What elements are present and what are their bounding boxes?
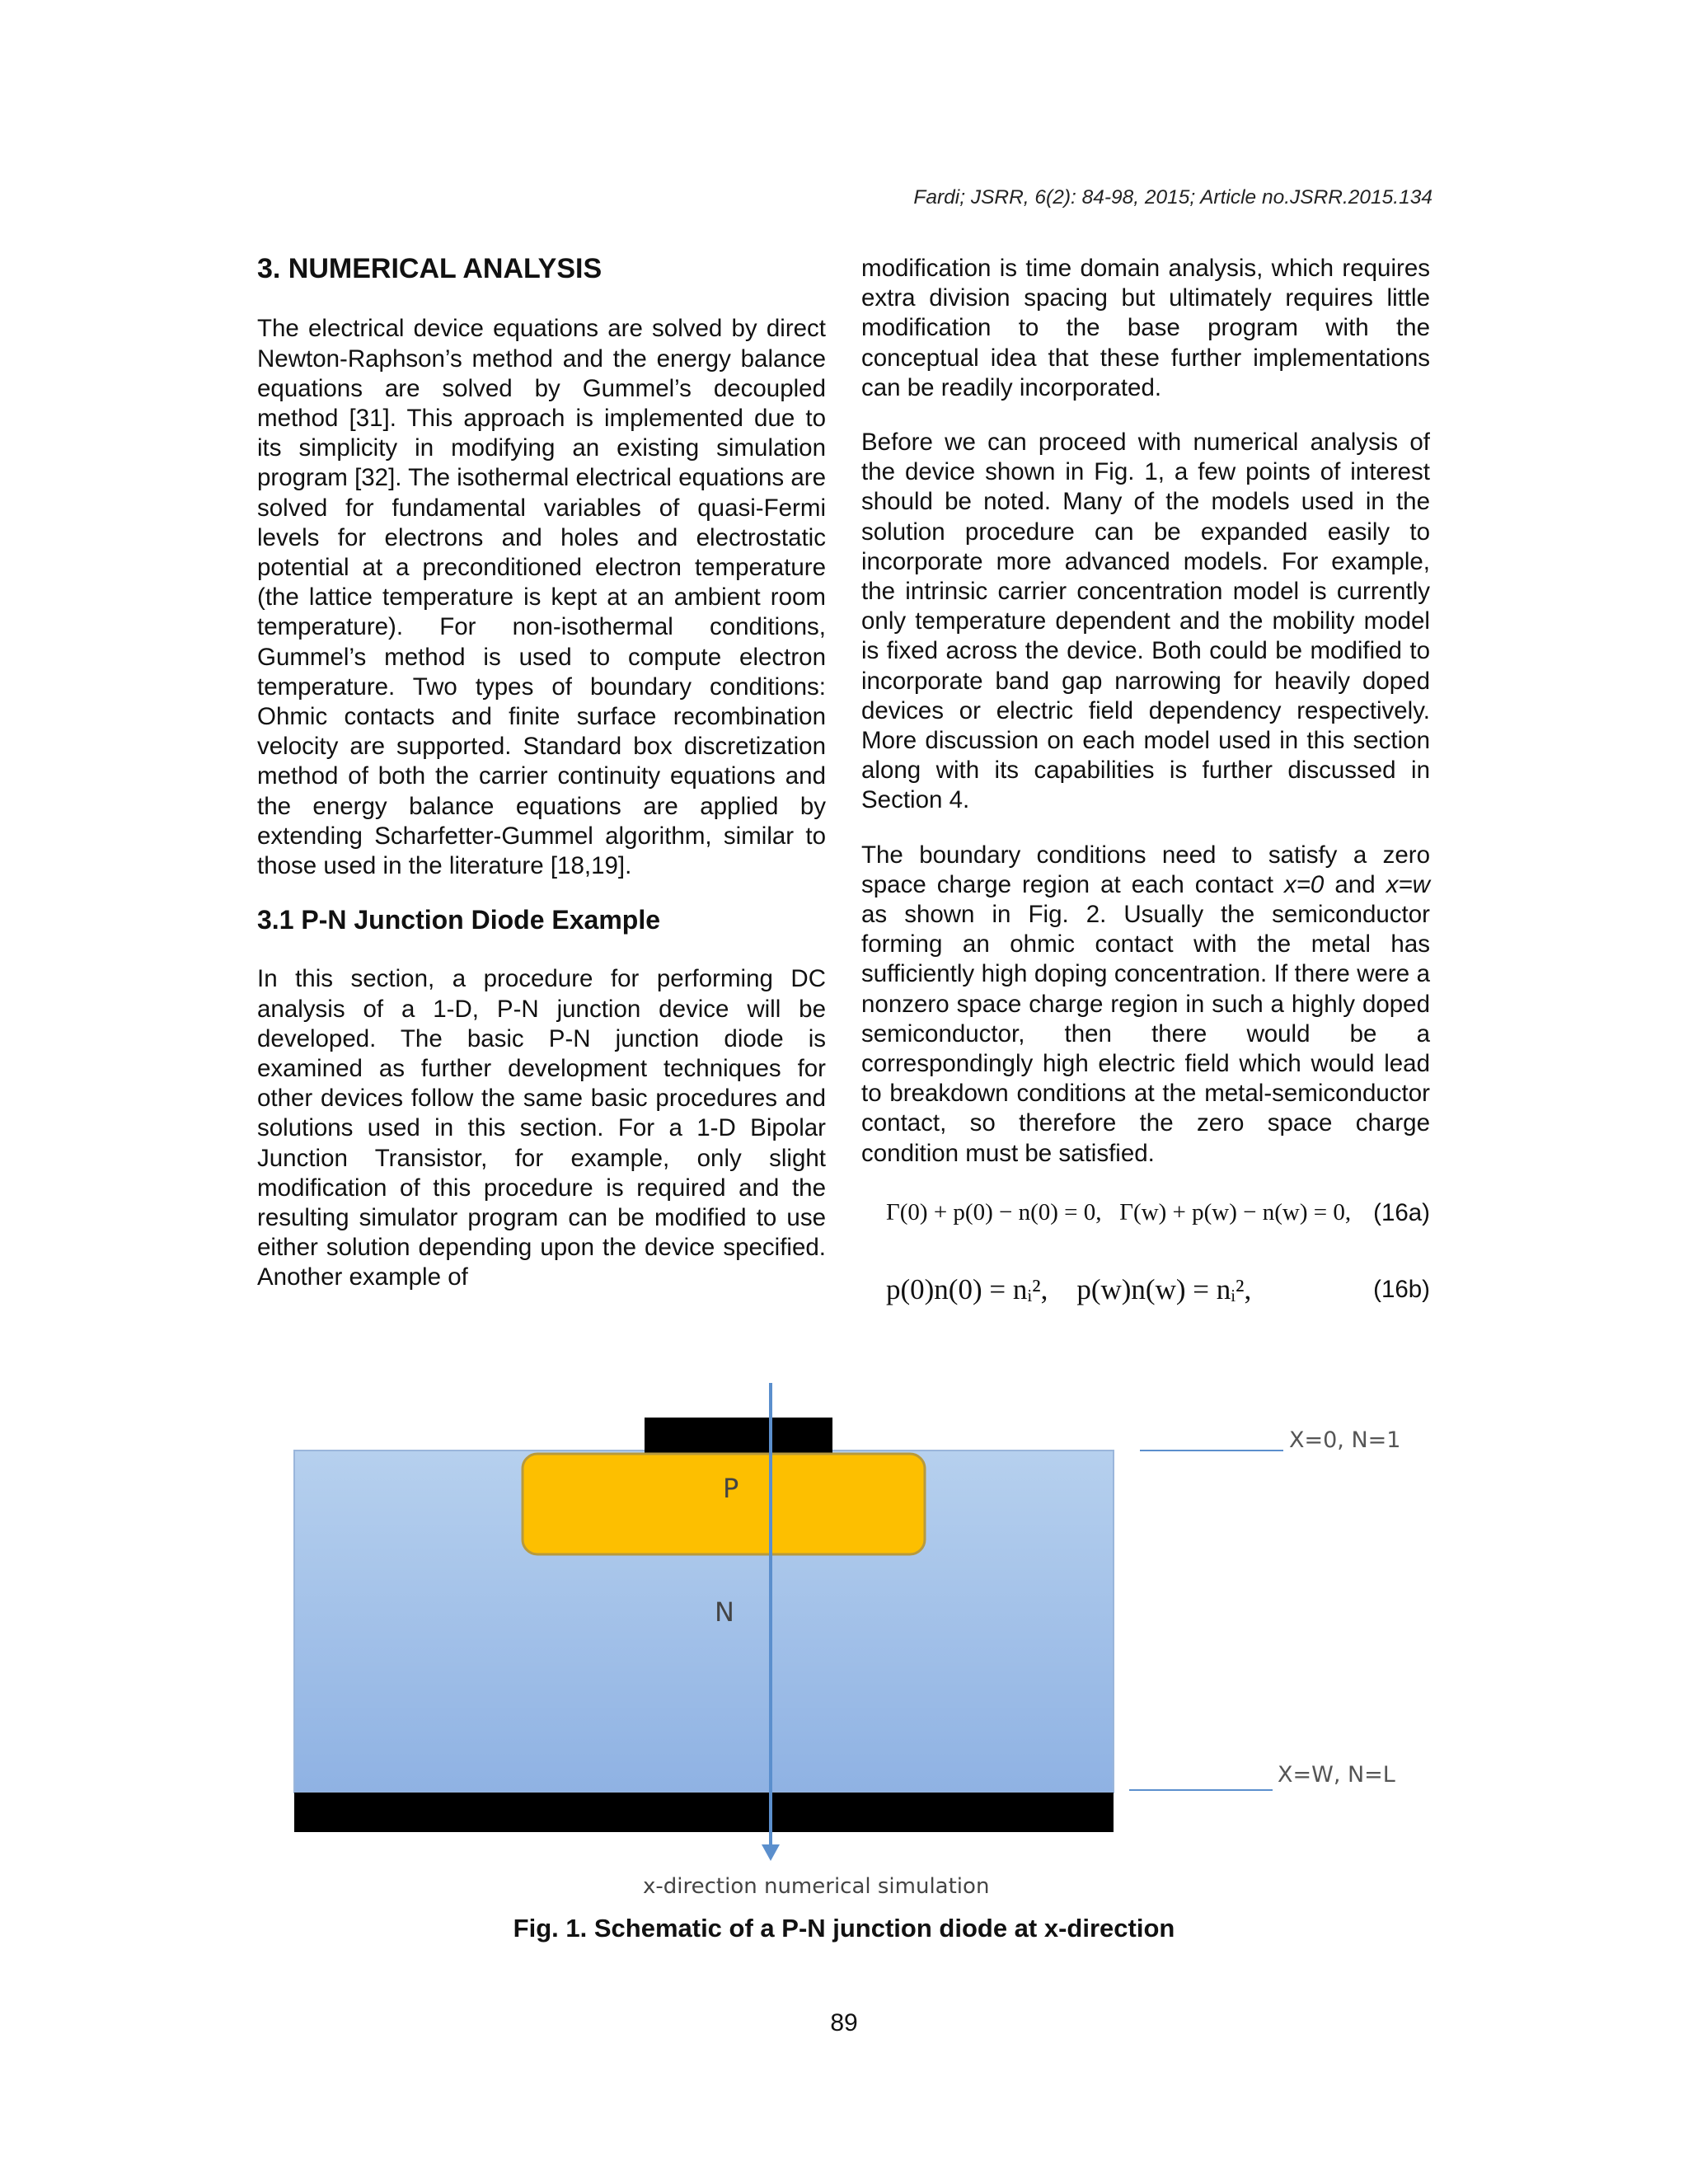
rp3-xw: x=w	[1386, 870, 1430, 898]
right-paragraph-1: modification is time domain analysis, which requires extra division spacing but ultimately requires little modification to the base program with the conceptual idea that these further implementations can be readily incorporated.	[861, 255, 1430, 401]
pn-junction-diagram	[288, 1368, 1434, 1896]
equation-16a-number: (16a)	[1373, 1198, 1430, 1226]
right-paragraph-2: Before we can proceed with numerical analysis of the device shown in Fig. 1, a few points of interest should be noted. Many of the models used in the solution procedure can be expanded easily to incorporate more advanced models. For example, the intrinsic carrier concentration model is currently only temperature dependent and the mobility model is fixed across the device. Both could be modified to incorporate band gap narrowing for heavily doped devices or electric field dependency respectively. More discussion on each model used in this section along with its capabilities is further discussed in Section 4.	[861, 429, 1430, 814]
equation-16b-expression: p(0)n(0) = nᵢ², p(w)n(w) = nᵢ²,	[886, 1272, 1252, 1305]
n-label: N	[715, 1596, 734, 1628]
equation-16b-number: (16b)	[1373, 1275, 1430, 1303]
subsection-heading: 3.1 P-N Junction Diode Example	[257, 905, 660, 935]
p-region	[523, 1454, 925, 1554]
left-paragraph-1: The electrical device equations are solved by direct Newton-Raphson’s method and the energy balance equations are solved by Gummel’s decoupled method [31]. This approach is implemented due to its simplicity in modifying an existing simulation program [32]. The isothermal electrical equations are solved for fundamental variables of quasi-Fermi levels for electrons and holes and electrostatic potential at a preconditioned electron temperature (the lattice temperature is kept at an ambient room temperature). For non-isothermal conditions, Gummel’s method is used to compute electron temperature. Two types of boundary conditions: Ohmic contacts and finite surface recombination velocity are supported. Standard box discretization method of both the carrier continuity equations and the energy balance equations are applied by extending Scharfetter-Gummel algorithm, similar to those used in the literature [18,19].	[257, 315, 826, 880]
right-column	[861, 254, 1430, 1310]
top-boundary-label: X=0, N=1	[1289, 1427, 1401, 1453]
equation-16b	[861, 1269, 1430, 1310]
rp3-text-2: as shown in Fig. 2. Usually the semiconductor forming an ohmic contact with the metal has sufficiently high doping concentration. If there were a nonzero space charge region in such a highly doped semiconductor, then there would be a correspondingly high electric field which would lead to breakdown conditions at the metal-semiconductor contact, so therefore the zero space charge condition must be satisfied.	[861, 901, 1430, 1167]
rp3-x0: x=0	[1283, 870, 1325, 898]
arrow-head-icon	[762, 1844, 780, 1861]
p-label: P	[723, 1473, 739, 1504]
bottom-boundary-label: X=W, N=L	[1278, 1762, 1395, 1788]
left-column	[257, 254, 826, 1293]
left-paragraph-2: In this section, a procedure for performing DC analysis of a 1-D, P-N junction device will be developed. The basic P-N junction diode is examined as further development techniques for other devices follow the same basic procedures and solutions used in this section. For a 1-D Bipolar Junction Transistor, for example, only slight modification of this procedure is required and the resulting simulator program can be modified to use either solution depending upon the device specified. Another example of	[257, 965, 826, 1291]
equation-16a	[861, 1193, 1430, 1233]
page-number: 89	[830, 2009, 858, 2036]
right-paragraph-3	[861, 841, 1430, 1169]
figure-1	[288, 1368, 1434, 1896]
rp3-and: and	[1324, 870, 1386, 898]
bottom-contact	[294, 1793, 1114, 1832]
figure-caption: Fig. 1. Schematic of a P-N junction diode at x-direction	[513, 1914, 1175, 1943]
top-contact	[645, 1418, 832, 1457]
running-header: Fardi; JSRR, 6(2): 84-98, 2015; Article no.JSRR.2015.134	[913, 186, 1432, 209]
rp3-text-1: The boundary conditions need to satisfy a zero space charge region at each contact	[861, 841, 1430, 898]
equation-16a-expression: Γ(0) + p(0) − n(0) = 0, Γ(w) + p(w) − n(w) = 0,	[886, 1199, 1352, 1226]
section-heading: 3. NUMERICAL ANALYSIS	[257, 253, 603, 284]
axis-caption: x-direction numerical simulation	[643, 1874, 990, 1896]
